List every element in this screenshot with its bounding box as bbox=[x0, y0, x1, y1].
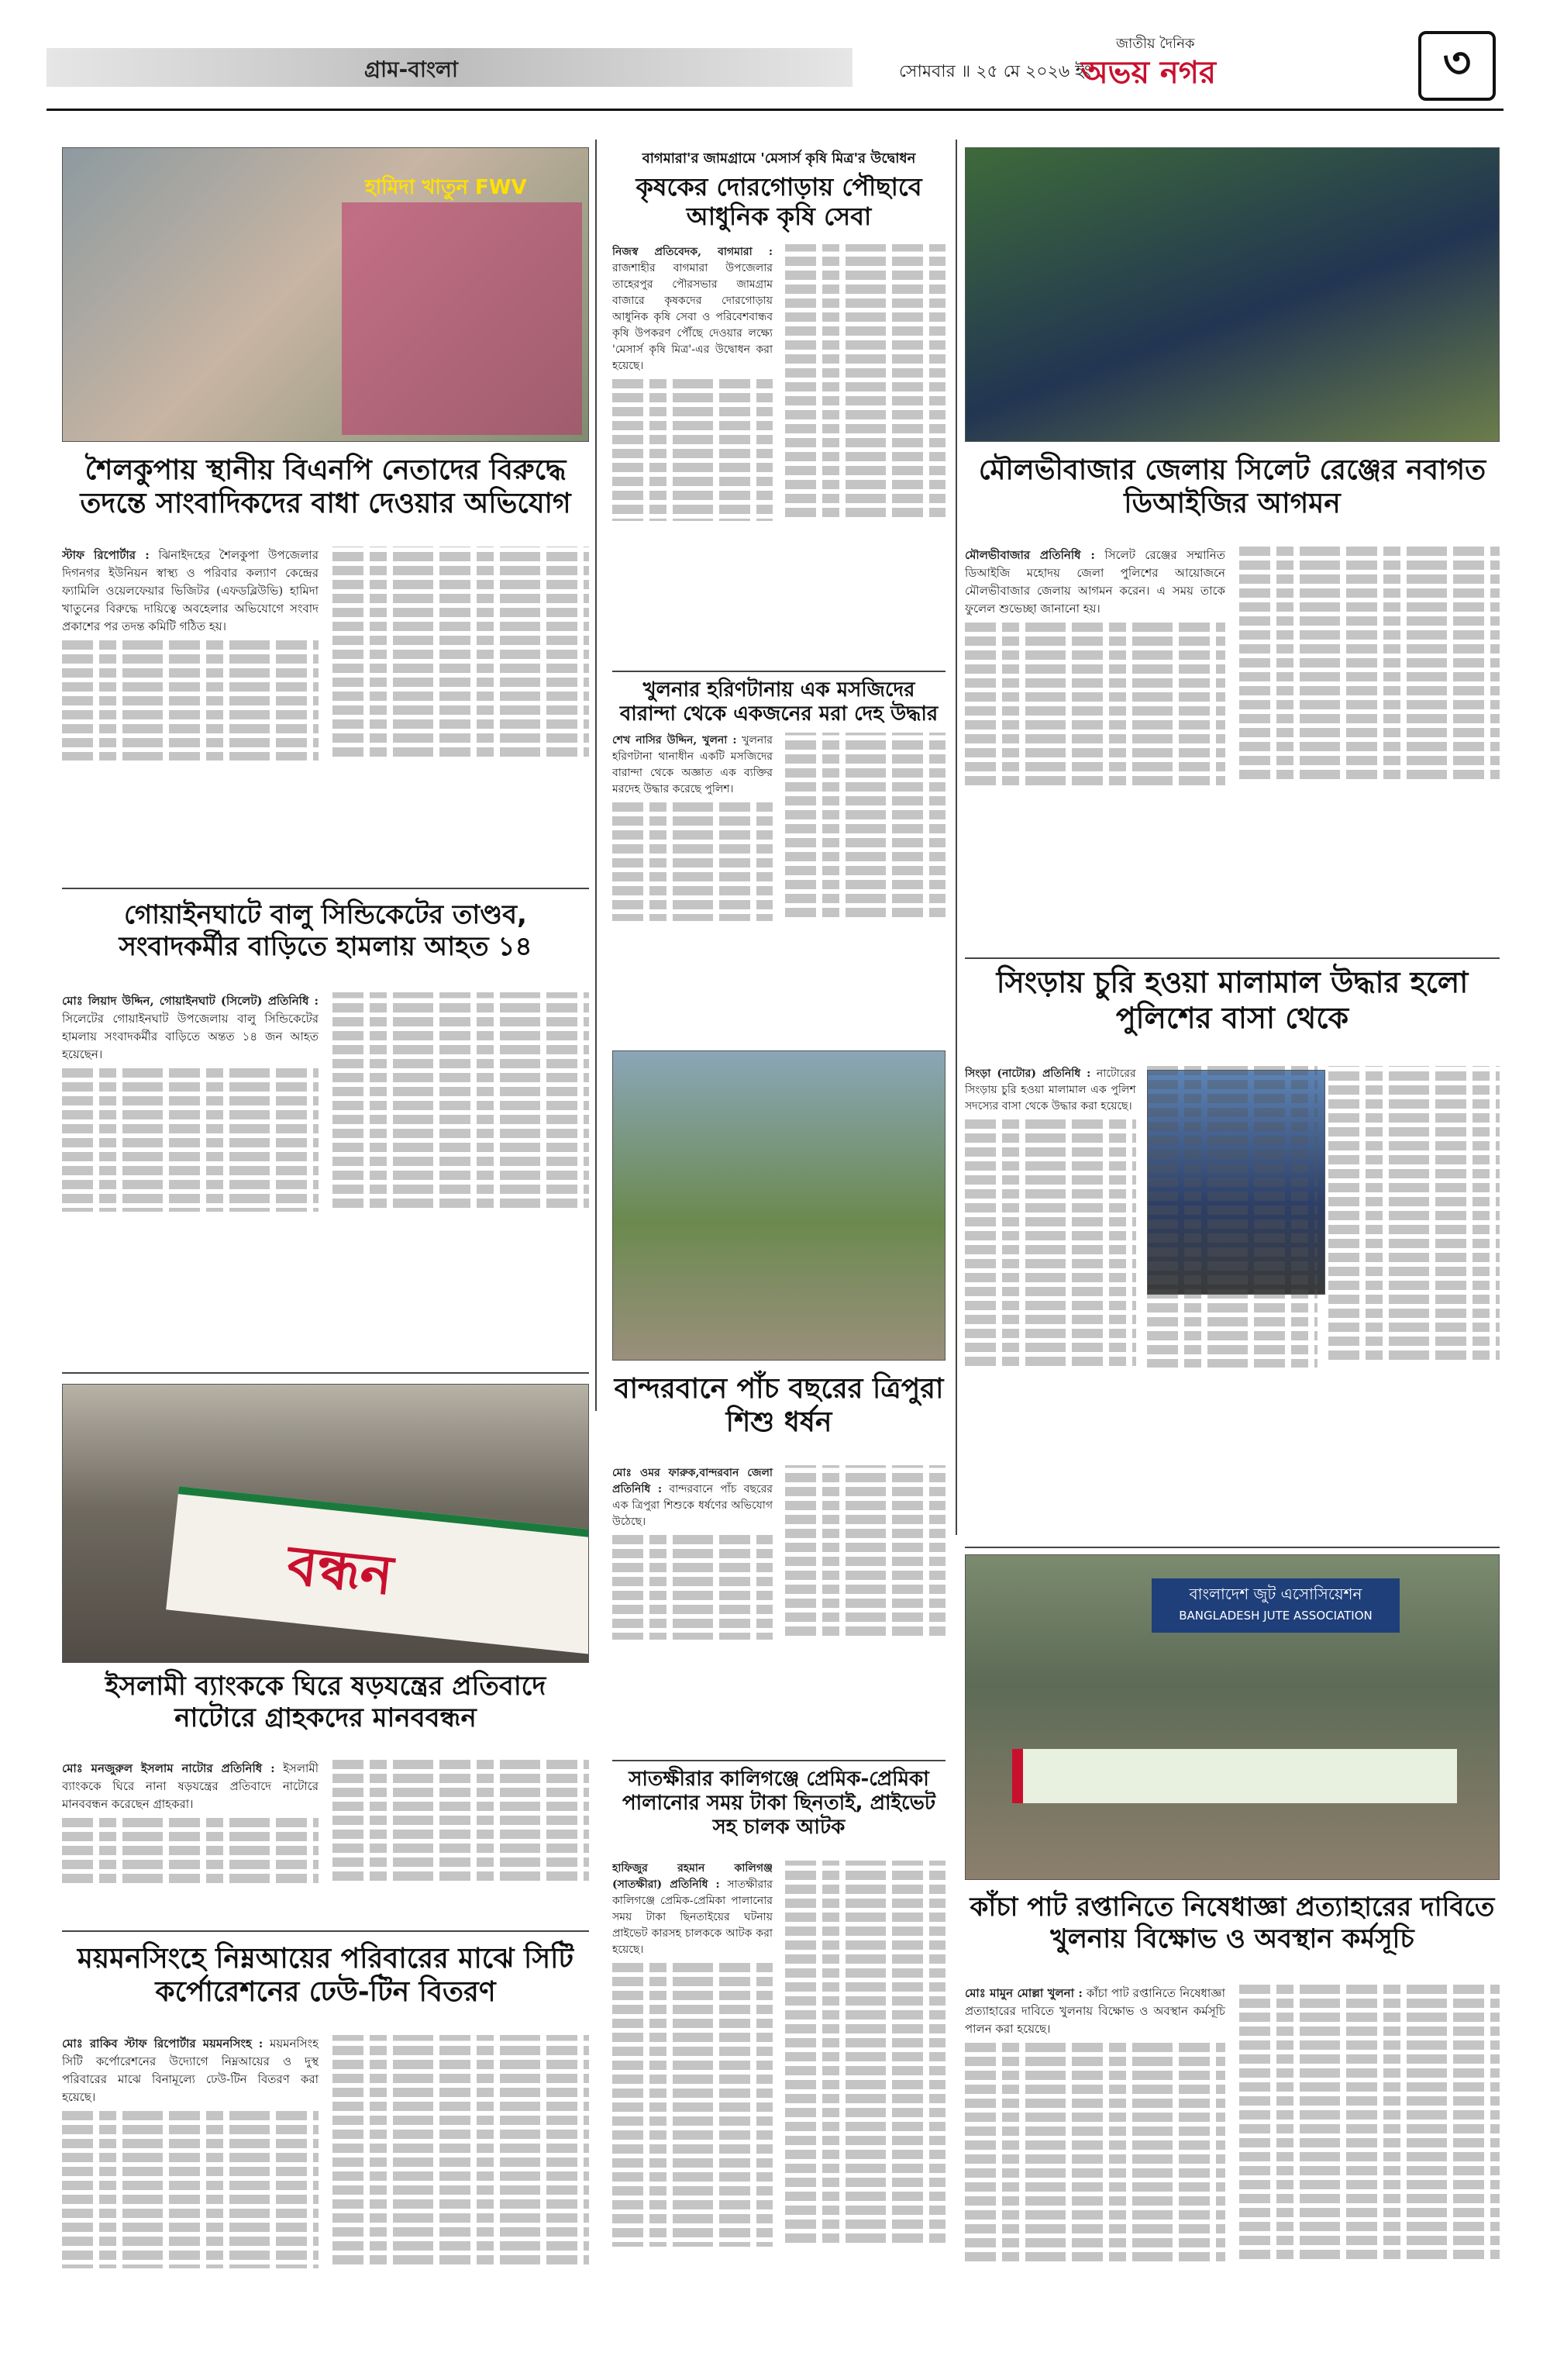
article-headline: গোয়াইনঘাটে বালু সিন্ডিকেটের তাণ্ডব, সংবাদকর্মীর বাড়িতে হামলায় আহত ১৪ bbox=[119, 899, 532, 962]
issue-date: সোমবার ॥ ২৫ মে ২০২৬ ইং bbox=[899, 62, 1092, 81]
article-body bbox=[612, 733, 946, 1043]
article-headline: ময়মনসিংহে নিম্নআয়ের পরিবারের মাঝে সিটি কর্পোরেশনের ঢেউ-টিন বিতরণ bbox=[77, 1943, 574, 2009]
article-text: সিলেট রেঞ্জের সম্মানিত ডিআইজি মহোদয় জেলা পুলিশের আয়োজনে মৌলভীবাজার জেলায় আগমন করেন। এ সময় তাকে ফুলেল শুভেচ্ছা জানানো হয়। bbox=[965, 548, 1225, 616]
article-text: খুলনার হরিণটানা থানাধীন একটি মসজিদের বারান্দা থেকে অজ্ঞাত এক ব্যক্তির মরদেহ উদ্ধার করেছে পুলিশ। bbox=[612, 734, 773, 795]
article-headline: মৌলভীবাজার জেলায় সিলেট রেঞ্জের নবাগত ডিআইজির আগমন bbox=[978, 454, 1486, 520]
article-headline: সিংড়ায় চুরি হওয়া মালামাল উদ্ধার হলো পুলিশের বাসা থেকে bbox=[996, 965, 1469, 1035]
article-byline: হাফিজুর রহমান কালিগঞ্জ (সাতক্ষীরা) প্রতিনিধি : bbox=[612, 1862, 773, 1891]
column-divider bbox=[956, 140, 957, 1535]
article-body bbox=[612, 1861, 946, 2349]
article-text: রাজশাহীর বাগমারা উপজেলার তাহেরপুর পৌরসভার জামগ্রাম বাজারে কৃষকদের দোরগোড়ায় আধুনিক কৃষি সেবা ও পরিবেশবান্ধব কৃষি উপকরণ পৌঁছে দেওয়ার লক্ষ্যে 'মেসার্স কৃষি মিত্র'-এর উদ্বোধন করা হয়েছে। bbox=[612, 262, 773, 372]
article-headline: ইসলামী ব্যাংককে ঘিরে ষড়যন্ত্রের প্রতিবাদে নাটোরে গ্রাহকদের মানববন্ধন bbox=[105, 1671, 546, 1733]
article-kicker: বাগমারা'র জামগ্রামে 'মেসার্স কৃষি মিত্র'র উদ্বোধন bbox=[642, 150, 916, 167]
article-headline: কাঁচা পাট রপ্তানিতে নিষেধাজ্ঞা প্রত্যাহারের দাবিতে খুলনায় বিক্ষোভ ও অবস্থান কর্মসূচি bbox=[970, 1892, 1495, 1954]
article-headline: বান্দরবানে পাঁচ বছরের ত্রিপুরা শিশু ধর্ষন bbox=[614, 1373, 944, 1439]
sign-board bbox=[1152, 1578, 1400, 1633]
section-title: গ্রাম-বাংলা bbox=[364, 57, 458, 82]
article-body bbox=[62, 2035, 589, 2349]
article-byline: মোঃ লিয়াদ উদ্দিন, গোয়াইনঘাট (সিলেট) প্রতিনিধি : bbox=[62, 994, 319, 1008]
article-body bbox=[965, 547, 1500, 950]
article-body bbox=[62, 1760, 589, 1923]
article-divider bbox=[62, 1930, 589, 1932]
article-photo bbox=[965, 147, 1500, 442]
page-number: ৩ bbox=[1442, 38, 1472, 88]
article-byline: মোঃ মামুন মোল্লা খুলনা : bbox=[965, 1986, 1083, 2000]
article-byline: মোঃ ওমর ফারুক,বান্দরবান জেলা প্রতিনিধি : bbox=[612, 1467, 773, 1495]
article-byline: নিজস্ব প্রতিবেদক, বাগমারা : bbox=[612, 246, 773, 258]
article-text: সিলেটের গোয়াইনঘাট উপজেলায় বালু সিন্ডিকেটের হামলায় সংবাদকর্মীর বাড়িতে অন্তত ১৪ জন আহত হয়েছেন। bbox=[62, 1012, 319, 1061]
article-text: সাতক্ষীরার কালিগঞ্জে প্রেমিক-প্রেমিকা পালানোর সময় টাকা ছিনতাইয়ের ঘটনায় প্রাইভেট কারসহ চালককে আটক করা হয়েছে। bbox=[612, 1878, 773, 1956]
article-byline: স্টাফ রিপোর্টার : bbox=[62, 548, 150, 562]
article-body bbox=[612, 244, 946, 663]
article-divider bbox=[612, 671, 946, 672]
article-photo bbox=[965, 1554, 1500, 1880]
article-byline: মৌলভীবাজার প্রতিনিধি : bbox=[965, 548, 1095, 562]
photo-caption: হামিদা খাতুন FWV bbox=[365, 176, 527, 199]
page-number-box bbox=[1418, 31, 1496, 101]
article-byline: শেখ নাসির উদ্দিন, খুলনা : bbox=[612, 734, 737, 747]
article-byline: মোঃ রাকিব স্টাফ রিপোর্টার ময়মনসিংহ : bbox=[62, 2037, 264, 2051]
article-divider bbox=[965, 957, 1500, 959]
sign-text: বাংলাদেশ জুট এসোসিয়েশন bbox=[1189, 1585, 1362, 1603]
header-rule bbox=[46, 109, 1504, 111]
article-body bbox=[965, 1985, 1500, 2349]
article-headline: খুলনার হরিণটানায় এক মসজিদের বারান্দা থেকে একজনের মরা দেহ উদ্ধার bbox=[619, 678, 939, 726]
masthead-logo: অভয় নগর bbox=[1081, 54, 1217, 91]
banner bbox=[166, 1486, 589, 1655]
article-headline: সাতক্ষীরার কালিগঞ্জে প্রেমিক-প্রেমিকা পালানোর সময় টাকা ছিনতাই, প্রাইভেট সহ চালক আটক bbox=[622, 1768, 936, 1840]
article-text: নাটোরের সিংড়ায় চুরি হওয়া মালামাল এক পুলিশ সদস্যের বাসা থেকে উদ্ধার করা হয়েছে। bbox=[965, 1068, 1136, 1112]
article-byline: সিংড়া (নাটোর) প্রতিনিধি : bbox=[965, 1068, 1091, 1080]
article-divider bbox=[62, 1372, 589, 1374]
masthead-small: জাতীয় দৈনিক bbox=[1116, 36, 1195, 52]
column-divider bbox=[595, 140, 597, 1411]
article-body bbox=[965, 1066, 1500, 1539]
photo-inset bbox=[342, 202, 582, 435]
article-text: বান্দরবানে পাঁচ বছরের এক ত্রিপুরা শিশুকে ধর্ষণের অভিযোগ উঠেছে। bbox=[612, 1483, 773, 1528]
article-body bbox=[62, 992, 589, 1364]
protest-banner bbox=[1012, 1749, 1457, 1803]
article-divider bbox=[612, 1760, 946, 1761]
article-photo bbox=[62, 1384, 589, 1663]
article-headline: শৈলকুপায় স্থানীয় বিএনপি নেতাদের বিরুদ্ধে তদন্তে সাংবাদিকদের বাধা দেওয়ার অভিযোগ bbox=[80, 454, 571, 520]
article-divider bbox=[965, 1547, 1500, 1548]
article-divider bbox=[62, 888, 589, 889]
article-byline: মোঃ মনজুরুল ইসলাম নাটোর প্রতিনিধি : bbox=[62, 1761, 275, 1775]
sign-text-en: BANGLADESH JUTE ASSOCIATION bbox=[1179, 1609, 1373, 1623]
banner-text: বন্ধন bbox=[284, 1533, 396, 1608]
article-body bbox=[612, 1465, 946, 1752]
article-text: ইসলামী ব্যাংককে ঘিরে নানা ষড়যন্ত্রের প্রতিবাদে নাটোরে মানববন্ধন করেছেন গ্রাহকরা। bbox=[62, 1761, 319, 1811]
article-text: কাঁচা পাট রপ্তানিতে নিষেধাজ্ঞা প্রত্যাহারের দাবিতে খুলনায় বিক্ষোভ ও অবস্থান কর্মসূচি পালন করা হয়েছে। bbox=[965, 1986, 1225, 2036]
article-text: ঝিনাইদহের শৈলকুপা উপজেলার দিগনগর ইউনিয়ন স্বাস্থ্য ও পরিবার কল্যাণ কেন্দ্রের ফ্যামিলি ওয়েলফেয়ার ভিজিটর (এফডব্লিউভি) হামিদা খাতুনের বিরুদ্ধে দায়িত্বে অবহেলার অভিযোগে সংবাদ প্রকাশের পর তদন্ত কমিটি গঠিত হয়। bbox=[62, 548, 319, 633]
article-headline: কৃষকের দোরগোড়ায় পৌছাবে আধুনিক কৃষি সেবা bbox=[636, 172, 922, 232]
article-body bbox=[62, 547, 589, 880]
article-photo bbox=[62, 147, 589, 442]
article-photo bbox=[612, 1050, 946, 1361]
article-text: ময়মনসিংহ সিটি কর্পোরেশনের উদ্যোগে নিম্নআয়ের ও দুস্থ পরিবারের মাঝে বিনামূল্যে ঢেউ-টিন বিতরণ করা হয়েছে। bbox=[62, 2037, 319, 2104]
